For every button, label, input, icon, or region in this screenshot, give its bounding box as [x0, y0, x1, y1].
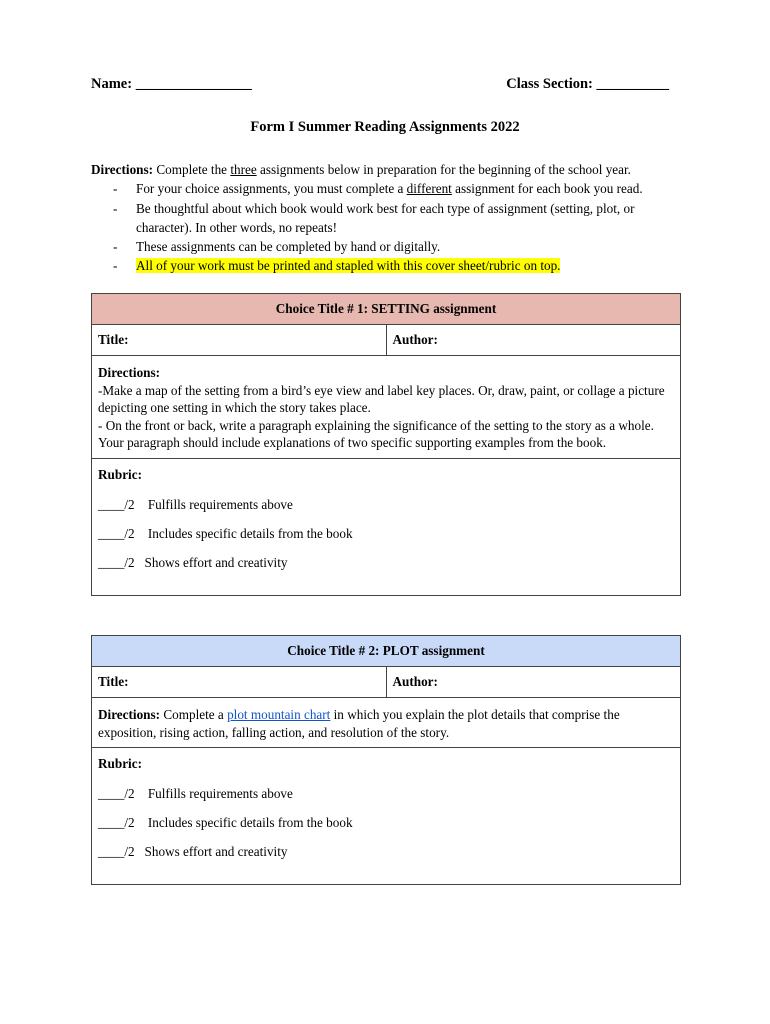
rubric-item — [98, 844, 674, 873]
underlined-three: three — [230, 162, 257, 177]
plot-directions-text: Complete a — [160, 707, 228, 722]
class-section-label: Class Section: __________ — [506, 76, 669, 92]
rubric-item — [98, 815, 674, 844]
rubric-score-blank[interactable]: ____/2 — [98, 554, 135, 570]
name-field-label: Name: ________________ — [91, 76, 252, 92]
setting-assignment-table — [91, 293, 681, 596]
rubric-criterion: Shows effort and creativity — [144, 844, 288, 860]
bullet-text: These assignments can be completed by hand or digitally. — [136, 239, 441, 255]
directions-bullets — [91, 179, 691, 275]
bullet-item — [91, 179, 691, 198]
plot-mountain-chart-link[interactable]: plot mountain chart — [227, 707, 331, 722]
bullet-dash: - — [113, 258, 118, 274]
setting-directions-cell — [92, 356, 681, 459]
setting-directions-text: -Make a map of the setting from a bird’s eye view and label key places. Or, draw, paint, or collage a picture depicting one setting in which the story takes place. — [98, 382, 665, 416]
bullet-dash: - — [113, 200, 118, 216]
directions-label: Directions: — [91, 162, 154, 177]
bullet-item — [91, 256, 691, 275]
rubric-item — [98, 497, 674, 526]
title-field[interactable]: Title: — [92, 667, 387, 698]
directions-intro-text: Complete the — [153, 162, 231, 177]
bullet-text: Be thoughtful about which book would work best for each type of assignment (setting, plot, or character). In other words, no repeats! — [136, 200, 635, 235]
rubric-criterion: Includes specific details from the book — [147, 525, 353, 541]
rubric-item — [98, 786, 674, 815]
author-field[interactable]: Author: — [386, 325, 681, 356]
rubric-item — [98, 555, 674, 584]
directions-intro-text-end: assignments below in preparation for the beginning of the school year. — [256, 162, 631, 177]
directions-intro — [91, 160, 691, 179]
rubric-criterion: Fulfills requirements above — [147, 786, 293, 802]
rubric-criterion: Includes specific details from the book — [147, 815, 353, 831]
rubric-score-blank[interactable]: ____/2 — [98, 525, 135, 541]
rubric-score-blank[interactable]: ____/2 — [98, 844, 135, 860]
bullet-dash: - — [113, 181, 118, 197]
bullet-item — [91, 199, 691, 238]
rubric-score-blank[interactable]: ____/2 — [98, 496, 135, 512]
rubric-score-blank[interactable]: ____/2 — [98, 815, 135, 831]
plot-rubric-cell — [92, 748, 681, 885]
plot-directions-text-end: in which you explain the plot details that comprise the exposition, rising action, falling action, and resolution of the story. — [98, 707, 620, 740]
plot-assignment-table — [91, 635, 681, 885]
directions-block — [91, 160, 691, 276]
author-field[interactable]: Author: — [386, 667, 681, 698]
setting-assignment-heading: Choice Title # 1: SETTING assignment — [92, 294, 681, 325]
underlined-different: different — [406, 181, 452, 197]
bullet-text: For your choice assignments, you must complete a — [136, 181, 407, 197]
rubric-criterion: Shows effort and creativity — [144, 554, 288, 570]
title-field[interactable]: Title: — [92, 325, 387, 356]
bullet-text-end: assignment for each book you read. — [451, 181, 643, 197]
rubric-score-blank[interactable]: ____/2 — [98, 786, 135, 802]
rubric-criterion: Fulfills requirements above — [147, 496, 293, 512]
setting-directions-text: - On the front or back, write a paragraph explaining the significance of the setting to the story as a whole. Your paragraph should include explanations of two specific supporting examples from the book. — [98, 417, 654, 451]
rubric-label: Rubric: — [98, 756, 142, 772]
plot-directions-cell — [92, 698, 681, 748]
directions-label: Directions: — [98, 365, 161, 380]
bullet-item — [91, 237, 691, 256]
bullet-dash: - — [113, 239, 118, 255]
header-row — [91, 76, 669, 94]
setting-rubric-cell — [92, 458, 681, 595]
rubric-item — [98, 526, 674, 555]
plot-assignment-heading: Choice Title # 2: PLOT assignment — [92, 636, 681, 667]
directions-label: Directions: — [98, 707, 161, 722]
highlighted-bullet-text: All of your work must be printed and stapled with this cover sheet/rubric on top. — [136, 258, 561, 274]
document-title: Form I Summer Reading Assignments 2022 — [250, 119, 520, 135]
rubric-label: Rubric: — [98, 466, 142, 482]
